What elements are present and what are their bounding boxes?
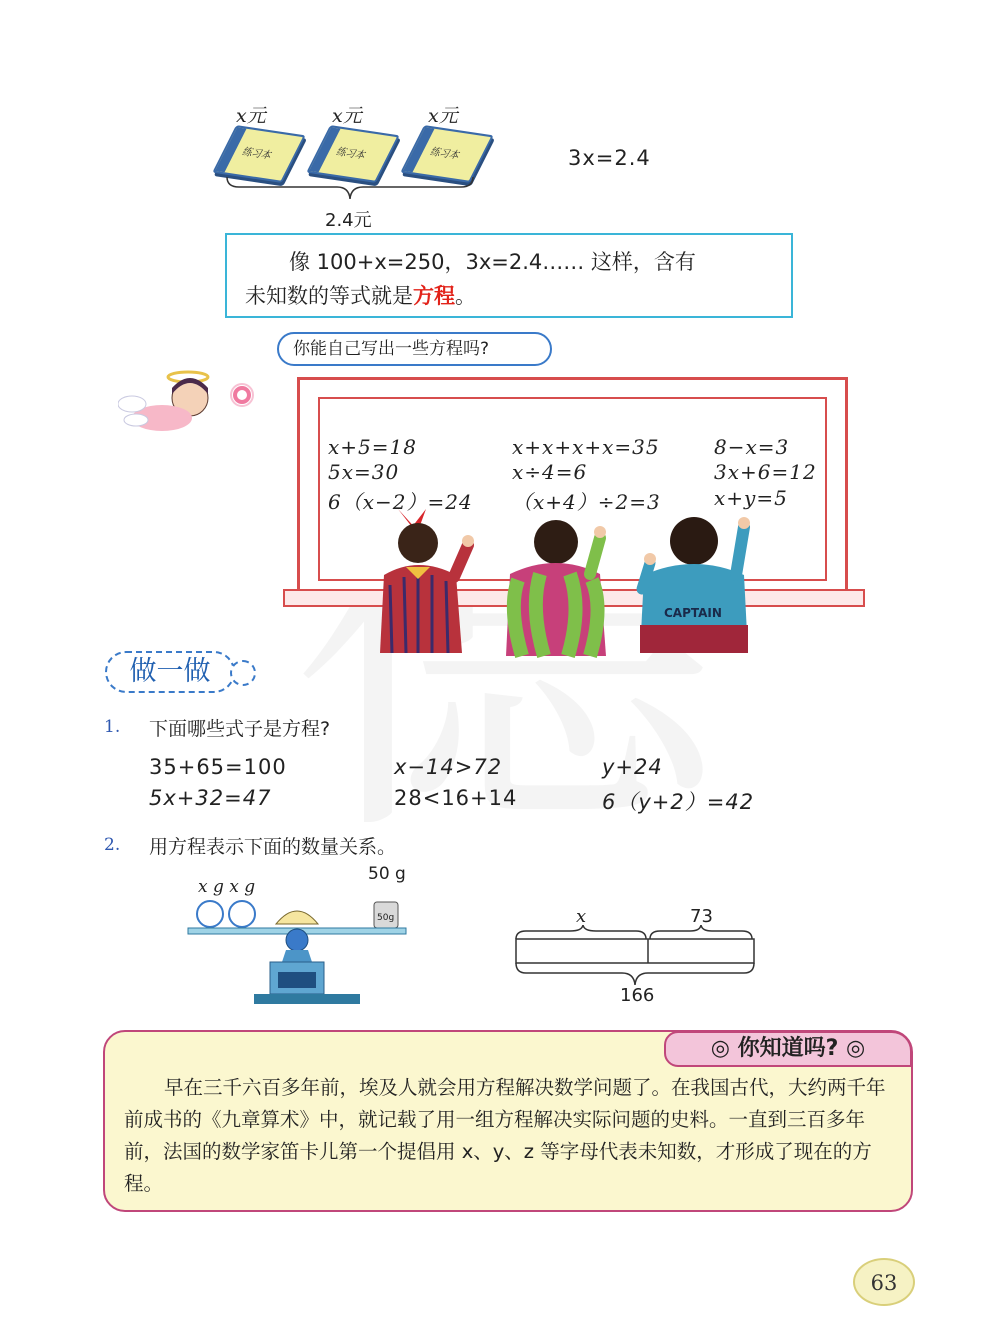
student-boy-blue-illustration	[632, 505, 757, 655]
board-equation: 8−x=3	[714, 435, 790, 459]
segment-total-label: 166	[620, 985, 655, 1006]
balance-scale-illustration	[186, 892, 408, 1010]
segment-diagram	[512, 925, 778, 991]
board-equation: x+y=5	[714, 486, 788, 510]
notebook-illustration-3: 练习本	[400, 125, 494, 183]
notebook-illustration-2: 练习本	[306, 125, 400, 183]
scale-weight-label: 50 g	[368, 864, 406, 884]
board-equation: x+5=18	[328, 435, 417, 459]
weight-tag-text: 50g	[377, 913, 395, 923]
q1-expression: 6（y+2）=42	[602, 790, 755, 814]
total-brace	[225, 175, 475, 203]
q1-expression: y+24	[602, 755, 663, 779]
q1-expression: 35+65=100	[149, 755, 287, 779]
did-you-know-title: ◎ 你知道吗? ◎	[664, 1031, 912, 1067]
notebook-price-label-1: x元	[236, 105, 266, 127]
captain-shirt-text: CAPTAIN	[664, 606, 722, 620]
did-you-know-text: 早在三千六百多年前，埃及人就会用方程解决数学问题了。在我国古代，大约两千年前成书的《九章算术》中，就记载了用一组方程解决实际问题的史料。一直到三百多年前，法国的数学家笛卡儿第一个提倡用 x、y、z 等字母代表未知数，才形成了现在的方程。	[124, 1076, 886, 1195]
board-equation: x÷4=6	[512, 460, 588, 484]
board-equation: x+x+x+x=35	[512, 435, 660, 459]
notebook-price-label-3: x元	[428, 105, 458, 127]
notebook-price-label-2: x元	[332, 105, 362, 127]
notebook-illustration-1: 练习本	[212, 125, 306, 183]
segment-x-label: x	[576, 906, 587, 927]
equation-definition-box	[225, 233, 793, 318]
scale-left-label: x g x g	[198, 877, 256, 897]
board-equation: 3x+6=12	[714, 460, 817, 484]
q1-expression: x−14>72	[394, 755, 503, 779]
notebook-equation: 3x=2.4	[568, 146, 651, 170]
q1-expression: 28<16+14	[394, 786, 518, 810]
page-number: 63	[853, 1258, 915, 1306]
definition-line-2	[245, 279, 773, 313]
segment-part-label: 73	[690, 906, 713, 927]
question-1-text: 下面哪些式子是方程?	[149, 718, 331, 740]
definition-term: 方程	[413, 284, 455, 308]
definition-line-1: 像 100+x=250，3x=2.4…… 这样，含有	[289, 250, 696, 274]
q1-expression: 5x+32=47	[149, 786, 272, 810]
definition-line-2-text: 未知数的等式就是	[245, 284, 413, 308]
question-2-text: 用方程表示下面的数量关系。	[149, 836, 397, 858]
section-title-tail	[230, 660, 256, 686]
total-price-label: 2.4元	[325, 210, 372, 231]
question-number-2: 2.	[104, 835, 121, 855]
board-equation: 6（x−2）=24	[328, 490, 473, 514]
student-girl-red-illustration	[370, 505, 480, 655]
section-title-practice: 做一做	[105, 651, 235, 693]
board-equation: 5x=30	[328, 460, 400, 484]
definition-line-2-end: 。	[455, 284, 476, 308]
angel-illustration	[118, 362, 258, 444]
board-equation: （x+4）÷2=3	[512, 490, 661, 514]
student-girl-green-illustration	[500, 508, 615, 658]
prompt-speech-bubble: 你能自己写出一些方程吗?	[277, 332, 552, 366]
question-number-1: 1.	[104, 717, 121, 737]
